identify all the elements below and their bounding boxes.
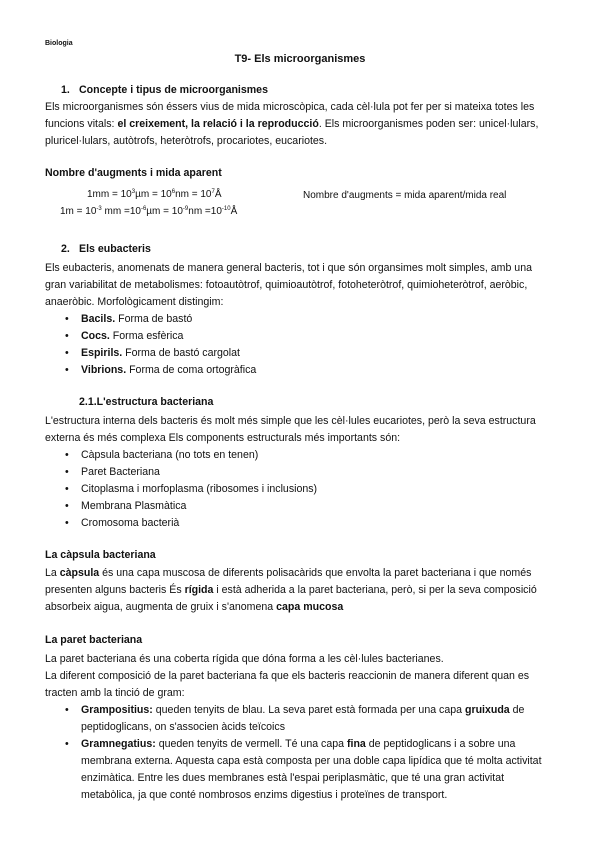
bullet-icon: • — [65, 517, 69, 529]
section-2-paragraph — [45, 260, 555, 379]
bullet-icon: • — [65, 449, 69, 461]
section-2-number: 2. — [61, 243, 70, 255]
section-2-heading — [61, 243, 151, 255]
augments-formula-text: Nombre d'augments = mida aparent/mida real — [303, 190, 507, 201]
list-item: • Membrana Plasmàtica — [45, 498, 555, 515]
list-item: • Bacils. Forma de bastó — [45, 311, 555, 328]
bullet-icon: • — [65, 364, 69, 376]
formula-1: $1mm = 10^3\mu m = 10^6nm$ = $10^7Å$ — [87, 189, 222, 200]
bullet-icon: • — [65, 347, 69, 359]
paret-line-2: La diferent composició de la paret bacteriana fa que els bacteris reaccionin de manera diferent quan es tracten amb la tinció de gram: — [45, 670, 530, 699]
morphology-list — [45, 311, 555, 379]
list-item: • Grampositius: queden tenyits de blau. La seva paret està formada per una capa gruixuda de peptidoglicans, on s'associen àcids teïcoics — [65, 704, 525, 733]
bullet-icon: • — [65, 483, 69, 495]
bullet-icon: • — [65, 313, 69, 325]
capsula-paragraph: La càpsula és una capa muscosa de diferents polisacàrids que envolta la paret bacteriana i que només presenten alguns bacteris És rígida i està adherida a la paret bacteriana, però, si per la seva composició absorbeix aigua, augmenta de gruix i s'anomena capa mucosa — [45, 567, 537, 613]
list-item: • Citoplasma i morfoplasma (ribosomes i inclusions) — [45, 481, 555, 498]
section-2-1-text: L'estructura interna dels bacteris és molt més simple que les cèl·lules eucariotes, però la seva estructura externa és més complexa Els components estructurals més importants són: — [45, 415, 536, 444]
section-2-title: Els eubacteris — [79, 243, 151, 255]
bullet-icon: • — [65, 330, 69, 342]
list-item: • Paret Bacteriana — [45, 464, 555, 481]
section-1-number: 1. — [61, 84, 70, 96]
formula-2: $1m = 10^{-3}$ mm $=10^{-6}\mu m = 10^{-9}nm$ $=10^{-10}Å$ — [60, 206, 238, 217]
list-item: • Espirils. Forma de bastó cargolat — [45, 345, 555, 362]
gram-list — [45, 702, 555, 804]
paret-line-1: La paret bacteriana és una coberta rígida que dóna forma a les cèl·lules bacterianes. — [45, 653, 444, 665]
list-item: • Càpsula bacteriana (no tots en tenen) — [45, 447, 555, 464]
section-2-text: Els eubacteris, anomenats de manera general bacteris, tot i que són organsimes molt simples, amb una gran variabilitat de metabolismes: fotoautòtrof, quimioautòtrof, fotoheteròtrof, quimioheteròtrof, aeròbic, anaeròbic. Morfològicament distingim: — [45, 262, 532, 308]
subject-header: Biologia — [45, 40, 73, 47]
document-title: T9- Els microorganismes — [234, 53, 366, 65]
paret-heading: La paret bacteriana — [45, 634, 143, 646]
capsula-heading: La càpsula bacteriana — [45, 549, 156, 561]
bullet-icon: • — [65, 466, 69, 478]
section-1-text-bold: el creixement, la relació i la reproducció — [117, 118, 319, 130]
section-1-text-a: Els microorganismes són éssers vius de mida microscòpica, cada cèl·lula pot fer per si mateixa totes les funcions vitals: — [45, 101, 535, 130]
section-1-paragraph — [45, 99, 555, 150]
components-list — [45, 447, 555, 532]
list-item: • Vibrions. Forma de coma ortogràfica — [45, 362, 555, 379]
section-1-heading — [61, 84, 268, 96]
section-2-1-heading: 2.1.L'estructura bacteriana — [79, 396, 214, 408]
bullet-icon: • — [65, 738, 69, 750]
bullet-icon: • — [65, 704, 69, 716]
section-1-text-b: . Els microorganismes poden ser: unicel·lulars, pluricel·lulars, autòtrofs, heteròtrofs, procariotes, eucariotes. — [45, 118, 539, 147]
list-item: • Cromosoma bacterià — [45, 515, 555, 532]
augments-heading: Nombre d'augments i mida aparent — [45, 167, 222, 179]
list-item: • Cocs. Forma esfèrica — [45, 328, 555, 345]
section-2-1-paragraph — [45, 413, 555, 532]
paret-paragraph — [45, 651, 555, 804]
section-1-title: Concepte i tipus de microorganismes — [79, 84, 268, 96]
list-item: • Gramnegatius: queden tenyits de vermell. Té una capa fina de peptidoglicans i a sobre una membrana externa. Aquesta capa està composta per una doble capa lipídica que té molta activitat enzimàtica. Entre les dues membranes està l'espai periplasmàtic, que té una gran activitat metabòlica, ja que conté nombrosos enzims digestius i proteïnes de transport. — [65, 738, 542, 801]
bullet-icon: • — [65, 500, 69, 512]
